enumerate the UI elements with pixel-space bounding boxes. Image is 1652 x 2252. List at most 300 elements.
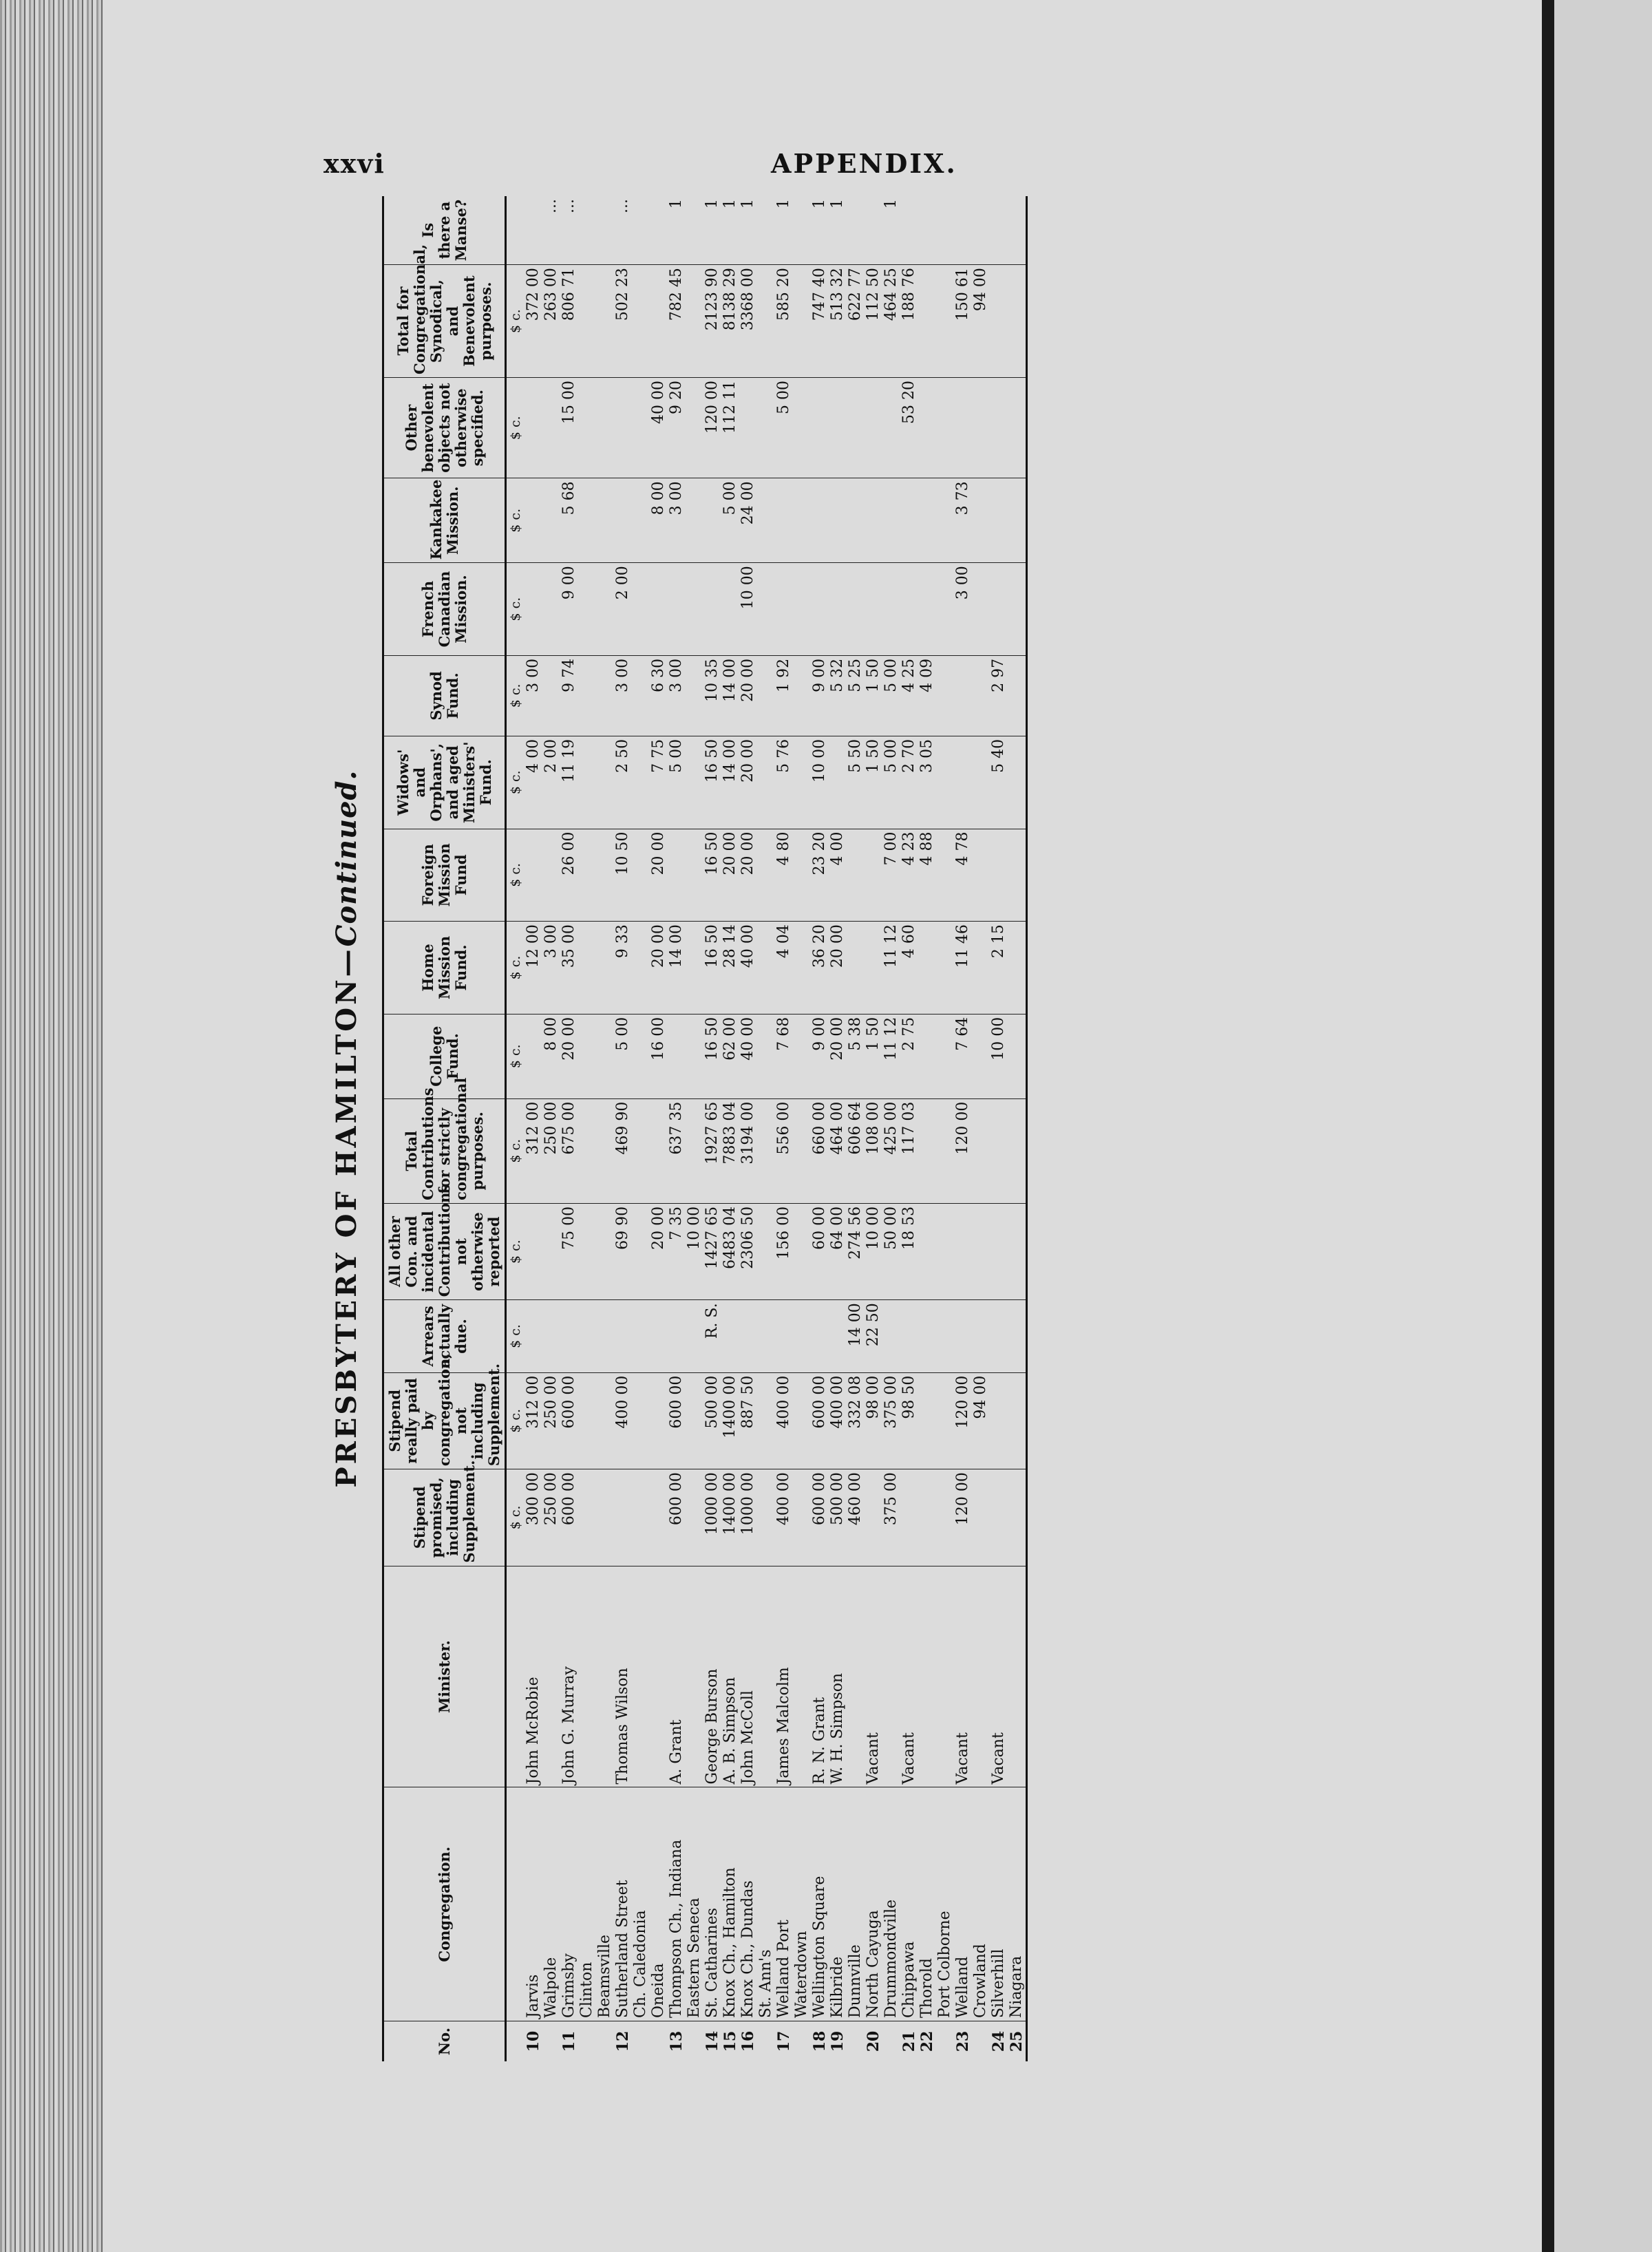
french-mission-cell xyxy=(775,563,793,656)
minister-cell: George Burson xyxy=(703,1566,721,1787)
kankakee-mission-cell xyxy=(525,478,542,563)
manse-cell: 1 xyxy=(775,196,793,265)
column-header: Widows' and Orphans', and aged Ministers' Fund. xyxy=(383,736,506,829)
home-mission-cell: 11 46 xyxy=(954,922,972,1015)
french-mission-cell xyxy=(703,563,721,656)
widows-fund-cell xyxy=(829,736,847,829)
table-title-continued: Continued. xyxy=(330,769,363,947)
stipend-paid-cell: 98 00 xyxy=(865,1372,882,1469)
other-benevolent-cell xyxy=(739,378,757,478)
row-number: 18 xyxy=(811,2030,829,2052)
arrears-cell xyxy=(721,1300,739,1372)
minister-cell: John McRobie xyxy=(525,1566,542,1787)
column-header: Home Mission Fund. xyxy=(383,922,506,1015)
home-mission-cell: 2 15 xyxy=(990,922,1008,1015)
stipend-promised-cell xyxy=(972,1469,990,1566)
row-number: 14 xyxy=(703,2030,721,2052)
other-contributions-cell: 50 00 xyxy=(882,1203,900,1299)
other-contributions-cell xyxy=(990,1203,1008,1299)
manse-cell xyxy=(990,196,1008,265)
kankakee-mission-cell xyxy=(596,478,614,563)
other-contributions-cell: 6483 04 xyxy=(721,1203,739,1299)
college-fund-cell xyxy=(525,1014,542,1098)
widows-fund-cell: 2 70 xyxy=(900,736,918,829)
kankakee-mission-cell: 5 68 xyxy=(560,478,578,563)
arrears-cell xyxy=(990,1300,1008,1372)
column-header: All other Con. and incidental Contributions not otherwise reported xyxy=(383,1203,506,1299)
stipend-promised-cell xyxy=(900,1469,918,1566)
stipend-paid-cell: 98 50 xyxy=(900,1372,918,1469)
widows-fund-cell xyxy=(632,736,650,829)
manse-cell xyxy=(972,196,990,265)
home-mission-cell xyxy=(596,922,614,1015)
table-row xyxy=(900,196,918,2061)
stipend-paid-cell xyxy=(793,1372,811,1469)
kankakee-mission-cell xyxy=(847,478,865,563)
manse-cell xyxy=(954,196,972,265)
congregation-cell: Knox Ch., Dundas xyxy=(739,1787,757,2021)
congregation-cell: Beamsville xyxy=(596,1787,614,2021)
arrears-cell xyxy=(560,1300,578,1372)
synod-fund-cell: 5 32 xyxy=(829,655,847,736)
french-mission-cell xyxy=(721,563,739,656)
unit-cell: $ c. xyxy=(506,265,525,378)
row-number: 13 xyxy=(668,2030,686,2052)
table-row xyxy=(972,196,990,2061)
synod-fund-cell xyxy=(542,655,560,736)
running-head: APPENDIX. xyxy=(771,148,957,179)
row-number xyxy=(847,2021,865,2061)
grand-total-cell: 513 32 xyxy=(829,265,847,378)
row-number xyxy=(882,2021,900,2061)
widows-fund-cell xyxy=(954,736,972,829)
other-benevolent-cell: 5 00 xyxy=(775,378,793,478)
widows-fund-cell: 2 50 xyxy=(614,736,632,829)
college-fund-cell xyxy=(686,1014,703,1098)
kankakee-mission-cell xyxy=(632,478,650,563)
manse-cell: 1 xyxy=(811,196,829,265)
stipend-promised-cell xyxy=(990,1469,1008,1566)
college-fund-cell: 1 50 xyxy=(865,1014,882,1098)
foreign-mission-cell xyxy=(936,829,954,922)
total-congregational-cell: 637 35 xyxy=(668,1098,686,1203)
french-mission-cell: 9 00 xyxy=(560,563,578,656)
stipend-promised-cell xyxy=(865,1469,882,1566)
congregation-cell: Grimsby xyxy=(560,1787,578,2021)
row-number: 17 xyxy=(775,2030,793,2052)
french-mission-cell xyxy=(686,563,703,656)
synod-fund-cell xyxy=(793,655,811,736)
unit-cell: $ c. xyxy=(506,563,525,656)
home-mission-cell: 28 14 xyxy=(721,922,739,1015)
synod-fund-cell xyxy=(936,655,954,736)
home-mission-cell xyxy=(757,922,775,1015)
total-congregational-cell: 250 00 xyxy=(542,1098,560,1203)
college-fund-cell xyxy=(936,1014,954,1098)
table-row xyxy=(954,196,972,2061)
congregation-cell: Jarvis xyxy=(525,1787,542,2021)
minister-cell: W. H. Simpson xyxy=(829,1566,847,1787)
manse-cell: 1 xyxy=(721,196,739,265)
table-row xyxy=(829,196,847,2061)
arrears-cell xyxy=(900,1300,918,1372)
other-benevolent-cell xyxy=(1008,378,1027,478)
minister-cell xyxy=(542,1566,560,1787)
manse-cell: ... xyxy=(542,196,560,265)
kankakee-mission-cell xyxy=(757,478,775,563)
congregation-cell: St. Ann's xyxy=(757,1787,775,2021)
arrears-cell xyxy=(632,1300,650,1372)
college-fund-cell: 20 00 xyxy=(829,1014,847,1098)
foreign-mission-cell xyxy=(686,829,703,922)
kankakee-mission-cell xyxy=(829,478,847,563)
grand-total-cell: 372 00 xyxy=(525,265,542,378)
foreign-mission-cell: 4 80 xyxy=(775,829,793,922)
foreign-mission-cell xyxy=(865,829,882,922)
college-fund-cell: 2 75 xyxy=(900,1014,918,1098)
row-number: 15 xyxy=(721,2030,739,2052)
row-number: 16 xyxy=(739,2030,757,2052)
other-benevolent-cell xyxy=(793,378,811,478)
kankakee-mission-cell: 5 00 xyxy=(721,478,739,563)
french-mission-cell xyxy=(829,563,847,656)
minister-cell xyxy=(650,1566,668,1787)
row-number xyxy=(972,2021,990,2061)
widows-fund-cell xyxy=(972,736,990,829)
empty-cell xyxy=(506,1566,525,1787)
college-fund-cell xyxy=(918,1014,936,1098)
other-benevolent-cell xyxy=(865,378,882,478)
minister-cell xyxy=(972,1566,990,1787)
college-fund-cell xyxy=(1008,1014,1027,1098)
total-congregational-cell: 464 00 xyxy=(829,1098,847,1203)
unit-cell: $ c. xyxy=(506,1300,525,1372)
foreign-mission-cell xyxy=(1008,829,1027,922)
arrears-cell xyxy=(775,1300,793,1372)
table-row xyxy=(757,196,775,2061)
congregation-cell: Welland Port xyxy=(775,1787,793,2021)
other-benevolent-cell: 120 00 xyxy=(703,378,721,478)
congregation-cell: Drummondville xyxy=(882,1787,900,2021)
grand-total-cell: 263 00 xyxy=(542,265,560,378)
minister-cell: Vacant xyxy=(954,1566,972,1787)
stipend-promised-cell xyxy=(793,1469,811,1566)
row-number: 19 xyxy=(829,2030,847,2052)
congregation-cell: Waterdown xyxy=(793,1787,811,2021)
stipend-promised-cell xyxy=(578,1469,596,1566)
total-congregational-cell xyxy=(632,1098,650,1203)
table-title xyxy=(330,196,363,2061)
widows-fund-cell xyxy=(596,736,614,829)
widows-fund-cell: 7 75 xyxy=(650,736,668,829)
facing-page-edge xyxy=(1542,0,1652,2252)
stipend-promised-cell: 1000 00 xyxy=(703,1469,721,1566)
synod-fund-cell: 4 25 xyxy=(900,655,918,736)
other-contributions-cell: 69 90 xyxy=(614,1203,632,1299)
other-contributions-cell xyxy=(757,1203,775,1299)
stipend-promised-cell xyxy=(632,1469,650,1566)
home-mission-cell xyxy=(972,922,990,1015)
congregation-cell: Thompson Ch., Indiana xyxy=(668,1787,686,2021)
other-benevolent-cell xyxy=(829,378,847,478)
grand-total-cell: 2123 90 xyxy=(703,265,721,378)
manse-cell xyxy=(793,196,811,265)
stipend-paid-cell xyxy=(578,1372,596,1469)
home-mission-cell xyxy=(632,922,650,1015)
widows-fund-cell xyxy=(936,736,954,829)
home-mission-cell xyxy=(865,922,882,1015)
home-mission-cell: 35 00 xyxy=(560,922,578,1015)
grand-total-cell: 188 76 xyxy=(900,265,918,378)
unit-cell: $ c. xyxy=(506,922,525,1015)
foreign-mission-cell xyxy=(578,829,596,922)
kankakee-mission-cell xyxy=(865,478,882,563)
stipend-promised-cell: 600 00 xyxy=(668,1469,686,1566)
stipend-paid-cell: 400 00 xyxy=(829,1372,847,1469)
other-contributions-cell: 60 00 xyxy=(811,1203,829,1299)
row-number xyxy=(542,2021,560,2061)
stipend-paid-cell xyxy=(757,1372,775,1469)
table-row xyxy=(990,196,1008,2061)
french-mission-cell: 10 00 xyxy=(739,563,757,656)
table-row xyxy=(721,196,739,2061)
stipend-paid-cell: 600 00 xyxy=(560,1372,578,1469)
widows-fund-cell xyxy=(686,736,703,829)
college-fund-cell: 40 00 xyxy=(739,1014,757,1098)
congregation-cell: Kilbride xyxy=(829,1787,847,2021)
column-header: Foreign Mission Fund xyxy=(383,829,506,922)
table-row xyxy=(775,196,793,2061)
minister-cell xyxy=(882,1566,900,1787)
arrears-cell: R. S. xyxy=(703,1300,721,1372)
other-contributions-cell: 75 00 xyxy=(560,1203,578,1299)
arrears-cell xyxy=(650,1300,668,1372)
other-contributions-cell: 7 35 xyxy=(668,1203,686,1299)
row-number: 12 xyxy=(614,2030,632,2052)
stipend-paid-cell: 250 00 xyxy=(542,1372,560,1469)
other-benevolent-cell: 40 00 xyxy=(650,378,668,478)
total-congregational-cell: 1927 65 xyxy=(703,1098,721,1203)
foreign-mission-cell: 16 50 xyxy=(703,829,721,922)
minister-cell xyxy=(596,1566,614,1787)
column-header: Synod Fund. xyxy=(383,655,506,736)
arrears-cell xyxy=(542,1300,560,1372)
synod-fund-cell xyxy=(596,655,614,736)
minister-cell xyxy=(578,1566,596,1787)
widows-fund-cell: 14 00 xyxy=(721,736,739,829)
header-row xyxy=(383,196,506,2061)
unit-cell: $ c. xyxy=(506,736,525,829)
synod-fund-cell: 10 35 xyxy=(703,655,721,736)
row-number xyxy=(596,2021,614,2061)
row-number: 20 xyxy=(865,2030,882,2052)
french-mission-cell xyxy=(811,563,829,656)
foreign-mission-cell xyxy=(990,829,1008,922)
column-header: Total Contributions for strictly congregational purposes. xyxy=(383,1098,506,1203)
college-fund-cell: 9 00 xyxy=(811,1014,829,1098)
arrears-cell xyxy=(936,1300,954,1372)
other-benevolent-cell xyxy=(954,378,972,478)
column-header: Arrears actually due. xyxy=(383,1300,506,1372)
other-contributions-cell: 2306 50 xyxy=(739,1203,757,1299)
total-congregational-cell xyxy=(650,1098,668,1203)
table-row xyxy=(936,196,954,2061)
column-header: Minister. xyxy=(383,1566,506,1787)
other-benevolent-cell: 53 20 xyxy=(900,378,918,478)
widows-fund-cell xyxy=(757,736,775,829)
column-header: French Canadian Mission. xyxy=(383,563,506,656)
total-congregational-cell: 675 00 xyxy=(560,1098,578,1203)
synod-fund-cell: 2 97 xyxy=(990,655,1008,736)
other-contributions-cell: 1427 65 xyxy=(703,1203,721,1299)
page-number: xxvi xyxy=(324,148,385,179)
stipend-promised-cell: 460 00 xyxy=(847,1469,865,1566)
table-row xyxy=(686,196,703,2061)
stipend-paid-cell: 600 00 xyxy=(811,1372,829,1469)
french-mission-cell xyxy=(668,563,686,656)
total-congregational-cell: 425 00 xyxy=(882,1098,900,1203)
other-benevolent-cell xyxy=(847,378,865,478)
table-row xyxy=(668,196,686,2061)
unit-cell: $ c. xyxy=(506,1469,525,1566)
college-fund-cell: 16 50 xyxy=(703,1014,721,1098)
home-mission-cell: 4 04 xyxy=(775,922,793,1015)
row-number xyxy=(578,2021,596,2061)
unit-cell: $ c. xyxy=(506,655,525,736)
column-header: Total for Congregational, Synodical, and Benevolent purposes. xyxy=(383,265,506,378)
kankakee-mission-cell: 24 00 xyxy=(739,478,757,563)
arrears-cell xyxy=(757,1300,775,1372)
table-row xyxy=(578,196,596,2061)
other-benevolent-cell xyxy=(542,378,560,478)
manse-cell: 1 xyxy=(882,196,900,265)
grand-total-cell: 782 45 xyxy=(668,265,686,378)
other-benevolent-cell xyxy=(811,378,829,478)
stipend-paid-cell: 375 00 xyxy=(882,1372,900,1469)
french-mission-cell xyxy=(847,563,865,656)
grand-total-cell: 806 71 xyxy=(560,265,578,378)
home-mission-cell xyxy=(793,922,811,1015)
stipend-promised-cell: 500 00 xyxy=(829,1469,847,1566)
kankakee-mission-cell xyxy=(882,478,900,563)
french-mission-cell xyxy=(793,563,811,656)
widows-fund-cell: 10 00 xyxy=(811,736,829,829)
home-mission-cell: 40 00 xyxy=(739,922,757,1015)
home-mission-cell: 20 00 xyxy=(829,922,847,1015)
arrears-cell xyxy=(793,1300,811,1372)
total-congregational-cell: 556 00 xyxy=(775,1098,793,1203)
minister-cell xyxy=(757,1566,775,1787)
kankakee-mission-cell xyxy=(775,478,793,563)
unit-row xyxy=(506,196,525,2061)
foreign-mission-cell xyxy=(757,829,775,922)
french-mission-cell xyxy=(757,563,775,656)
kankakee-mission-cell xyxy=(793,478,811,563)
home-mission-cell xyxy=(1008,922,1027,1015)
minister-cell xyxy=(1008,1566,1027,1787)
other-benevolent-cell: 112 11 xyxy=(721,378,739,478)
empty-cell xyxy=(506,2021,525,2061)
stipend-paid-cell: 600 00 xyxy=(668,1372,686,1469)
french-mission-cell: 2 00 xyxy=(614,563,632,656)
synod-fund-cell: 5 25 xyxy=(847,655,865,736)
table-row xyxy=(865,196,882,2061)
manse-cell xyxy=(578,196,596,265)
minister-cell: A. B. Simpson xyxy=(721,1566,739,1787)
synod-fund-cell xyxy=(578,655,596,736)
stipend-promised-cell xyxy=(686,1469,703,1566)
statistics-table xyxy=(382,196,1028,2061)
stipend-paid-cell: 400 00 xyxy=(614,1372,632,1469)
minister-cell: Thomas Wilson xyxy=(614,1566,632,1787)
widows-fund-cell: 5 00 xyxy=(882,736,900,829)
table-row xyxy=(847,196,865,2061)
row-number xyxy=(632,2021,650,2061)
congregation-cell: Knox Ch., Hamilton xyxy=(721,1787,739,2021)
stipend-paid-cell xyxy=(990,1372,1008,1469)
synod-fund-cell: 9 00 xyxy=(811,655,829,736)
congregation-cell: Clinton xyxy=(578,1787,596,2021)
foreign-mission-cell: 26 00 xyxy=(560,829,578,922)
college-fund-cell xyxy=(632,1014,650,1098)
minister-cell: R. N. Grant xyxy=(811,1566,829,1787)
college-fund-cell xyxy=(793,1014,811,1098)
total-congregational-cell: 108 00 xyxy=(865,1098,882,1203)
manse-cell xyxy=(650,196,668,265)
congregation-cell: Eastern Seneca xyxy=(686,1787,703,2021)
stipend-promised-cell xyxy=(757,1469,775,1566)
column-header: Kankakee Mission. xyxy=(383,478,506,563)
congregation-cell: St. Catharines xyxy=(703,1787,721,2021)
total-congregational-cell xyxy=(596,1098,614,1203)
manse-cell xyxy=(900,196,918,265)
grand-total-cell: 112 50 xyxy=(865,265,882,378)
unit-cell: $ c. xyxy=(506,829,525,922)
synod-fund-cell xyxy=(954,655,972,736)
foreign-mission-cell xyxy=(972,829,990,922)
other-contributions-cell: 64 00 xyxy=(829,1203,847,1299)
column-header: Stipend really paid by congregation, not including Supplement. xyxy=(383,1372,506,1469)
table-row xyxy=(542,196,560,2061)
college-fund-cell: 20 00 xyxy=(560,1014,578,1098)
other-contributions-cell: 10 00 xyxy=(686,1203,703,1299)
manse-cell xyxy=(918,196,936,265)
synod-fund-cell xyxy=(1008,655,1027,736)
congregation-cell: Chippawa xyxy=(900,1787,918,2021)
stipend-promised-cell: 600 00 xyxy=(811,1469,829,1566)
grand-total-cell: 585 20 xyxy=(775,265,793,378)
home-mission-cell xyxy=(936,922,954,1015)
french-mission-cell xyxy=(632,563,650,656)
stipend-paid-cell: 1400 00 xyxy=(721,1372,739,1469)
synod-fund-cell: 20 00 xyxy=(739,655,757,736)
kankakee-mission-cell xyxy=(614,478,632,563)
kankakee-mission-cell xyxy=(918,478,936,563)
synod-fund-cell: 9 74 xyxy=(560,655,578,736)
home-mission-cell: 4 60 xyxy=(900,922,918,1015)
foreign-mission-cell xyxy=(668,829,686,922)
other-contributions-cell xyxy=(972,1203,990,1299)
other-contributions-cell: 20 00 xyxy=(650,1203,668,1299)
synod-fund-cell: 3 00 xyxy=(525,655,542,736)
foreign-mission-cell xyxy=(793,829,811,922)
other-contributions-cell xyxy=(542,1203,560,1299)
arrears-cell: 14 00 xyxy=(847,1300,865,1372)
foreign-mission-cell: 4 78 xyxy=(954,829,972,922)
congregation-cell: Crowland xyxy=(972,1787,990,2021)
manse-cell xyxy=(847,196,865,265)
widows-fund-cell xyxy=(793,736,811,829)
